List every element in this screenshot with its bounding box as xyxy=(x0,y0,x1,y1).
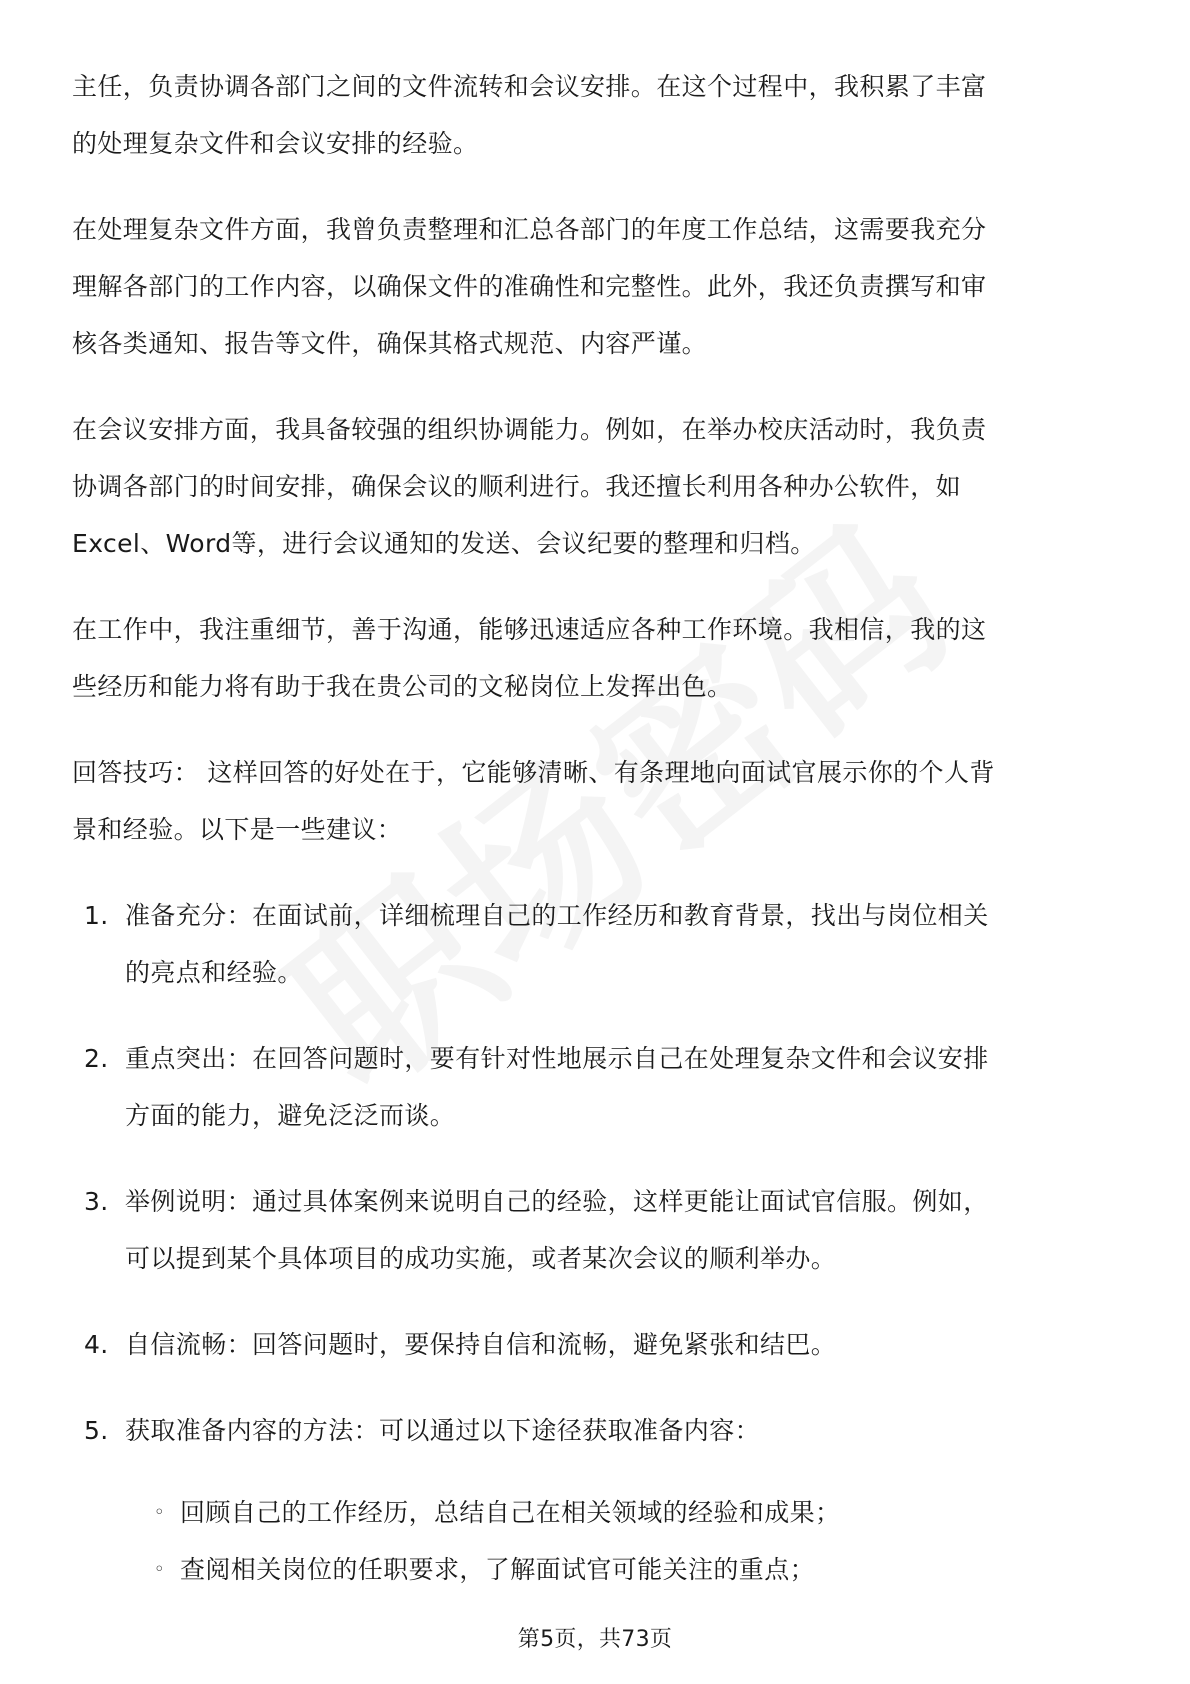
sub-bullet-text: 查阅相关岗位的任职要求，了解面试官可能关注的重点； xyxy=(180,1555,816,1584)
paragraph-line: 核各类通知、报告等文件，确保其格式规范、内容严谨。 xyxy=(72,329,708,358)
sub-bullet-item xyxy=(154,1541,1122,1598)
paragraph-line: 回答技巧： 这样回答的好处在于，它能够清晰、有条理地向面试官展示你的个人背 xyxy=(72,758,995,787)
tip-number: 1. xyxy=(84,901,109,930)
tip-line: 准备充分：在面试前，详细梳理自己的工作经历和教育背景，找出与岗位相关 xyxy=(125,901,989,930)
tip-number: 4. xyxy=(84,1330,109,1359)
tip-line: 自信流畅：回答问题时，要保持自信和流畅，避免紧张和结巴。 xyxy=(125,1330,837,1359)
paragraph-line: 在处理复杂文件方面，我曾负责整理和汇总各部门的年度工作总结，这需要我充分 xyxy=(72,215,987,244)
paragraph-line: 的处理复杂文件和会议安排的经验。 xyxy=(72,129,479,158)
paragraph-line: 景和经验。以下是一些建议： xyxy=(72,815,403,844)
paragraph-line: Excel、Word等，进行会议通知的发送、会议纪要的整理和归档。 xyxy=(72,529,816,558)
sub-bullet-list xyxy=(72,1484,1122,1598)
tip-line: 重点突出：在回答问题时，要有针对性地展示自己在处理复杂文件和会议安排 xyxy=(125,1044,989,1073)
tips-list xyxy=(72,887,1122,1459)
paragraph-line: 协调各部门的时间安排，确保会议的顺利进行。我还擅长利用各种办公软件，如 xyxy=(72,472,962,501)
tip-line: 方面的能力，避免泛泛而谈。 xyxy=(125,1101,456,1130)
hollow-bullet-icon: ◦ xyxy=(154,1502,166,1523)
paragraph xyxy=(72,744,1122,858)
paragraph-line: 主任，负责协调各部门之间的文件流转和会议安排。在这个过程中，我积累了丰富 xyxy=(72,72,987,101)
tip-number: 3. xyxy=(84,1187,109,1216)
paragraph-line: 理解各部门的工作内容，以确保文件的准确性和完整性。此外，我还负责撰写和审 xyxy=(72,272,987,301)
tip-number: 5. xyxy=(84,1416,109,1445)
paragraph-line: 些经历和能力将有助于我在贵公司的文秘岗位上发挥出色。 xyxy=(72,672,733,701)
tip-item xyxy=(72,1030,1122,1144)
tip-number: 2. xyxy=(84,1044,109,1073)
page-footer: 第5页，共73页 xyxy=(517,1627,673,1652)
tip-item xyxy=(72,1173,1122,1287)
paragraph xyxy=(72,601,1122,715)
paragraph-line: 在会议安排方面，我具备较强的组织协调能力。例如，在举办校庆活动时，我负责 xyxy=(72,415,987,444)
paragraph-group xyxy=(72,58,1122,858)
paragraph-line: 在工作中，我注重细节，善于沟通，能够迅速适应各种工作环境。我相信，我的这 xyxy=(72,615,987,644)
tip-item xyxy=(72,887,1122,1001)
paragraph xyxy=(72,58,1122,172)
tip-line: 的亮点和经验。 xyxy=(125,958,303,987)
sub-bullet-text: 回顾自己的工作经历，总结自己在相关领域的经验和成果； xyxy=(180,1498,841,1527)
tip-item xyxy=(72,1316,1122,1373)
tip-line: 获取准备内容的方法：可以通过以下途径获取准备内容： xyxy=(125,1416,761,1445)
paragraph xyxy=(72,401,1122,572)
sub-bullet-item xyxy=(154,1484,1122,1541)
document-body xyxy=(72,58,1122,1598)
paragraph xyxy=(72,201,1122,372)
tip-line: 举例说明：通过具体案例来说明自己的经验，这样更能让面试官信服。例如， xyxy=(125,1187,989,1216)
tip-line: 可以提到某个具体项目的成功实施，或者某次会议的顺利举办。 xyxy=(125,1244,837,1273)
tip-item xyxy=(72,1402,1122,1459)
hollow-bullet-icon: ◦ xyxy=(154,1559,166,1580)
